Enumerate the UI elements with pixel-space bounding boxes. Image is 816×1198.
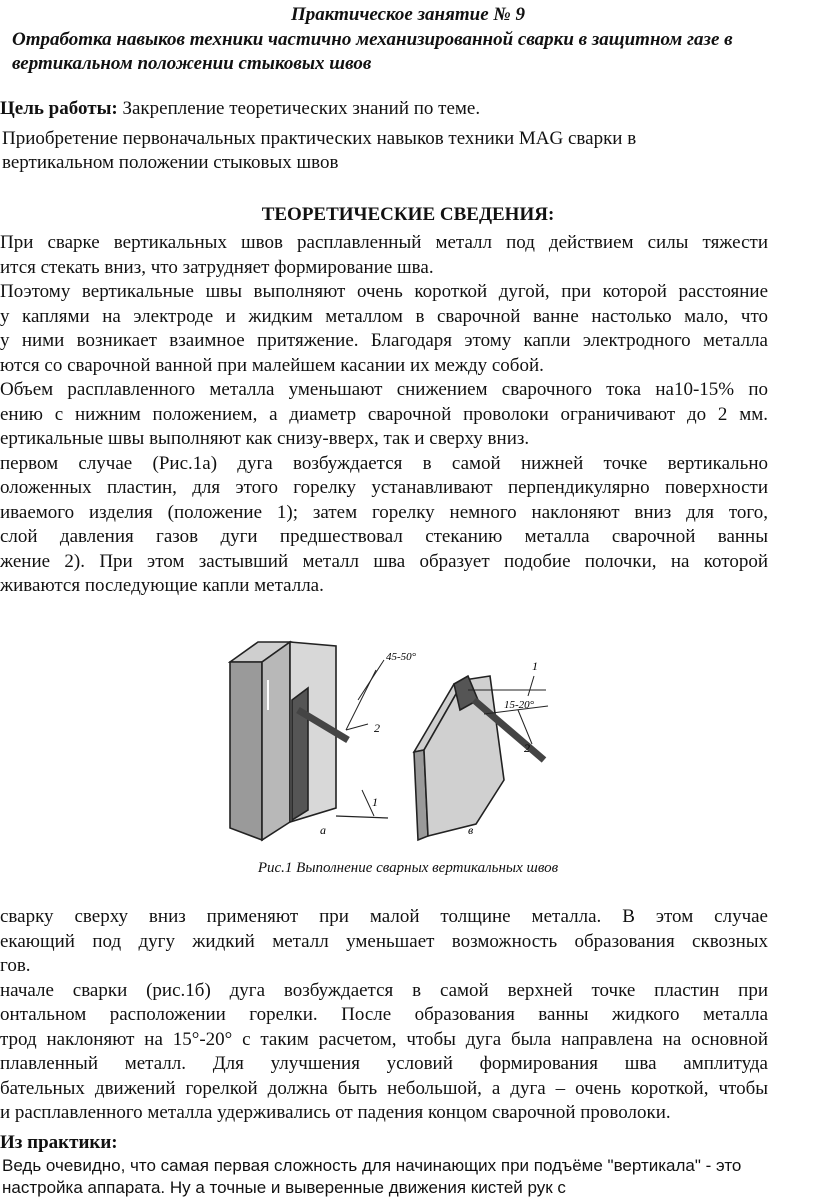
text-line: При сварке вертикальных швов расплавленный металл под действием силы тяжести bbox=[0, 232, 768, 253]
text-line: сварку сверху вниз применяют при малой толщине металла. В этом случае bbox=[0, 906, 768, 927]
figure-caption: Рис.1 Выполнение сварных вертикальных швов bbox=[257, 860, 559, 876]
text-line: живаются последующие капли металла. bbox=[0, 575, 324, 596]
text-line: ится стекать вниз, что затрудняет формирование шва. bbox=[0, 256, 434, 278]
page-title: Практическое занятие № 9 bbox=[290, 4, 526, 25]
text-line: оложенных пластин, для этого горелку устанавливают перпендикулярно поверхности bbox=[0, 477, 768, 498]
label-1-b: 1 bbox=[532, 659, 538, 673]
text-line: бательных движений горелкой должна быть небольшой, а дуга – очень короткой, чтобы bbox=[0, 1077, 768, 1099]
label-2-b: 2 bbox=[524, 741, 530, 755]
angle-label-a: 45-50° bbox=[386, 651, 417, 663]
goal-label: Цель работы: bbox=[0, 98, 118, 119]
text-line: ению с нижним положением, а диаметр сварочной проволоки ограничивают до 2 мм. bbox=[0, 403, 768, 425]
goal-line bbox=[0, 98, 480, 120]
practice-line-1: Ведь очевидно, что самая первая сложность для начинающих при подъёме "вертикала" - это bbox=[2, 1156, 742, 1175]
goal-line-2: Приобретение первоначальных практических навыков техники MAG сварки в bbox=[2, 128, 637, 149]
text-line: первом случае (Рис.1а) дуга возбуждается в самой нижней точке вертикально bbox=[0, 452, 768, 474]
text-line: у каплями на электроде и жидким металлом в сварочной ванне настолько мало, что bbox=[0, 305, 768, 327]
text-line: и расплавленного металла удерживались от падения концом сварочной проволоки. bbox=[0, 1102, 671, 1123]
text-line: ертикальные швы выполняют как снизу-вверх, так и сверху вниз. bbox=[0, 428, 530, 449]
theory-heading: ТЕОРЕТИЧЕСКИЕ СВЕДЕНИЯ: bbox=[261, 204, 555, 225]
label-b: в bbox=[468, 823, 474, 837]
label-a: а bbox=[320, 823, 326, 837]
text-line: гов. bbox=[0, 955, 31, 976]
page-subtitle: Отработка навыков техники частично механизированной сварки в защитном газе в вертикальном положении стыковых швов bbox=[12, 29, 733, 74]
text-line: у ними возникает взаимное притяжение. Благодаря этому капли электродного металла bbox=[0, 330, 768, 351]
text-line: екающий под дугу жидкий металл уменьшает возможность образования сквозных bbox=[0, 930, 768, 952]
text-line: иваемого изделия (положение 1); затем горелку немного наклоняют вниз для того, bbox=[0, 501, 768, 523]
angle-label-b: 15-20° bbox=[504, 699, 535, 711]
label-1-a: 1 bbox=[372, 795, 378, 809]
text-line: слой давления газов дуги предшествовал стеканию металла сварочной ванны bbox=[0, 526, 768, 547]
goal-line-3: вертикальном положении стыковых швов bbox=[2, 152, 339, 173]
text-line: ются со сварочной ванной при малейшем касании их между собой. bbox=[0, 354, 544, 376]
practice-label: Из практики: bbox=[0, 1132, 118, 1153]
text-line: жение 2). При этом застывший металл шва образует подобие полочки, на которой bbox=[0, 550, 768, 572]
goal-text: Закрепление теоретических знаний по теме. bbox=[122, 98, 481, 119]
text-line: плавленный металл. Для улучшения условий формирования шва амплитуда bbox=[0, 1053, 768, 1074]
text-line: Поэтому вертикальные швы выполняют очень короткой дугой, при которой расстояние bbox=[0, 281, 768, 302]
figure-a bbox=[230, 642, 388, 840]
practice-line-2: настройка аппарата. Ну а точные и выверенные движения кистей рук с bbox=[2, 1178, 566, 1197]
text-line: трод наклоняют на 15°-20° с таким расчетом, чтобы дуга была направлена на основной bbox=[0, 1028, 768, 1050]
text-line: онтальном расположении горелки. После образования ванны жидкого металла bbox=[0, 1004, 768, 1025]
welding-figure bbox=[228, 640, 580, 852]
label-2-a: 2 bbox=[374, 721, 380, 735]
text-line: Объем расплавленного металла уменьшают снижением сварочного тока на10-15% по bbox=[0, 379, 768, 400]
text-line: начале сварки (рис.1б) дуга возбуждается в самой верхней точке пластин при bbox=[0, 979, 768, 1001]
